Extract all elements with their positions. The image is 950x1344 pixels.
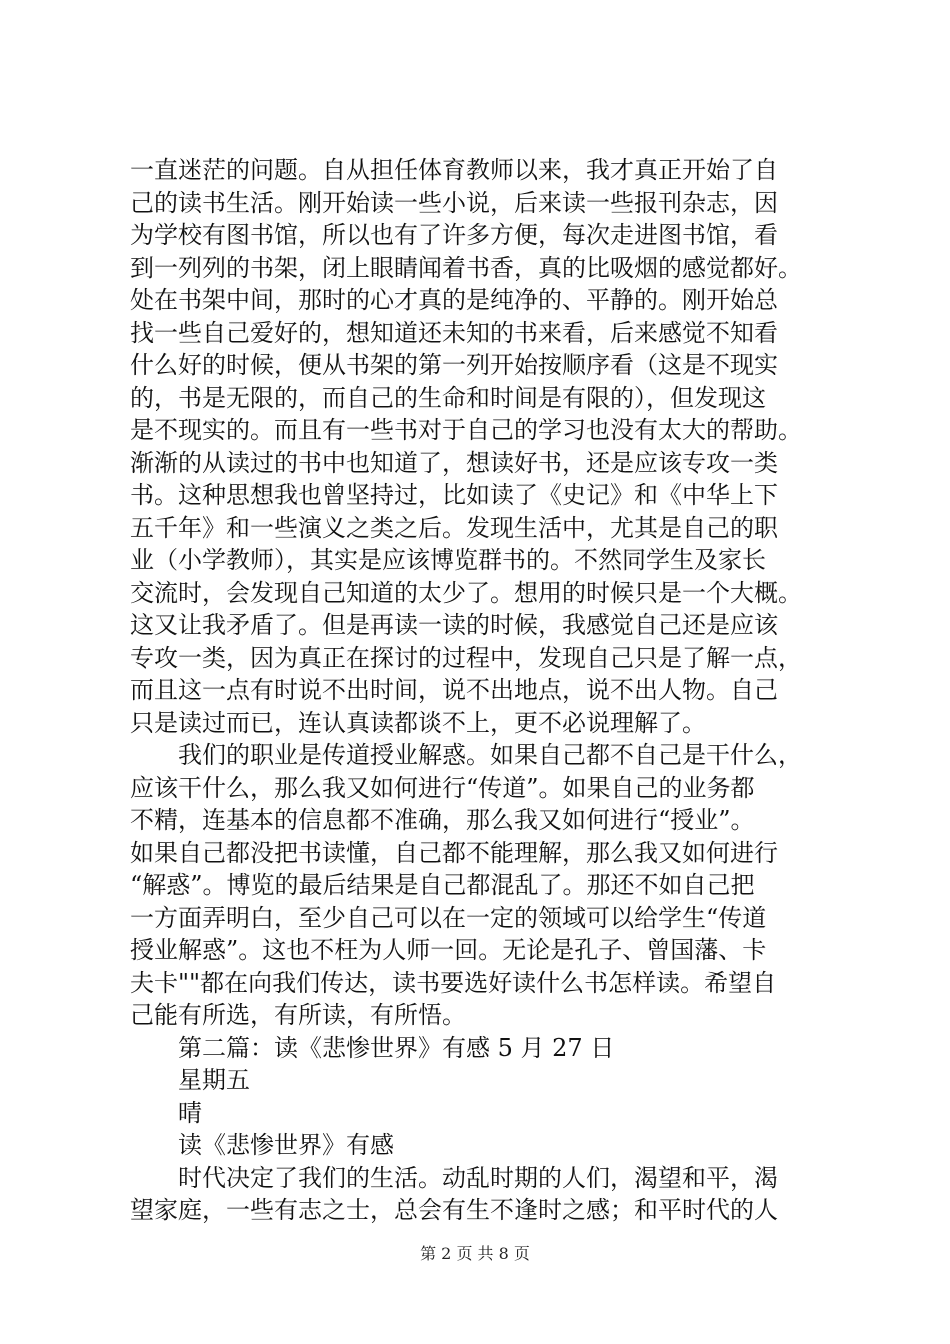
text-line: 一直迷茫的问题。自从担任体育教师以来，我才真正开始了自 [130,156,778,184]
text-line: 只是读过而已，连认真读都谈不上，更不必说理解了。 [130,708,706,737]
text-line: 星期五 [178,1066,250,1094]
text-line: 什么好的时候，便从书架的第一列开始按顺序看（这是不现实 [130,351,778,379]
text-line: 是不现实的。而且有一些书对于自己的学习也没有太大的帮助。 [130,416,802,444]
text-line: 而且这一点有时说不出时间，说不出地点，说不出人物。自己 [130,676,778,704]
text-line: 我们的职业是传道授业解惑。如果自己都不自己是干什么， [178,741,802,769]
text-line: 夫卡""都在向我们传达，读书要选好读什么书怎样读。希望自 [130,968,777,997]
text-line: 交流时，会发现自己知道的太少了。想用的时候只是一个大概。 [130,578,802,607]
text-line: 到一列列的书架，闭上眼睛闻着书香，真的比吸烟的感觉都好。 [130,253,802,282]
text-line: 己的读书生活。刚开始读一些小说，后来读一些报刊杂志，因 [130,188,778,217]
text-line: 时代决定了我们的生活。动乱时期的人们，渴望和平，渴 [178,1163,778,1192]
text-line: 的，书是无限的，而自己的生命和时间是有限的），但发现这 [130,383,766,412]
text-line: 望家庭，一些有志之士，总会有生不逢时之感；和平时代的人 [130,1196,778,1224]
text-line: 授业解惑”。这也不枉为人师一回。无论是孔子、曾国藩、卡 [130,936,767,964]
text-line: 处在书架中间，那时的心才真的是纯净的、平静的。刚开始总 [130,286,778,314]
text-line: 这又让我矛盾了。但是再读一读的时候，我感觉自己还是应该 [130,611,778,639]
text-line: 找一些自己爱好的，想知道还未知的书来看，后来感觉不知看 [130,318,778,347]
text-line: 应该干什么，那么我又如何进行“传道”。如果自己的业务都 [130,773,755,802]
text-line: 渐渐的从读过的书中也知道了，想读好书，还是应该专攻一类 [130,448,778,477]
text-line: 五千年》和一些演义之类之后。发现生活中，尤其是自己的职 [130,513,778,542]
text-line: 不精，连基本的信息都不准确，那么我又如何进行“授业”。 [130,806,755,834]
text-line: 读《悲惨世界》有感 [178,1131,394,1159]
text-line: 业（小学教师），其实是应该博览群书的。不然同学生及家长 [130,546,766,574]
page-footer: 第 2 页 共 8 页 [420,1244,530,1263]
text-line: 为学校有图书馆，所以也有了许多方便，每次走进图书馆，看 [130,221,778,249]
text-line: 如果自己都没把书读懂，自己都不能理解，那么我又如何进行 [130,838,778,867]
text-line: 第二篇：读《悲惨世界》有感 5 月 27 日 [178,1033,615,1062]
text-line: 专攻一类，因为真正在探讨的过程中，发现自己只是了解一点， [130,643,802,672]
body-text [130,154,835,1227]
text-line: 书。这种思想我也曾坚持过，比如读了《史记》和《中华上下 [130,481,778,509]
text-line: “解惑”。博览的最后结果是自己都混乱了。那还不如自己把 [130,871,755,899]
text-line: 己能有所选，有所读，有所悟。 [130,1001,466,1029]
text-line: 晴 [178,1098,202,1127]
text-line: 一方面弄明白，至少自己可以在一定的领域可以给学生“传道 [130,903,767,932]
